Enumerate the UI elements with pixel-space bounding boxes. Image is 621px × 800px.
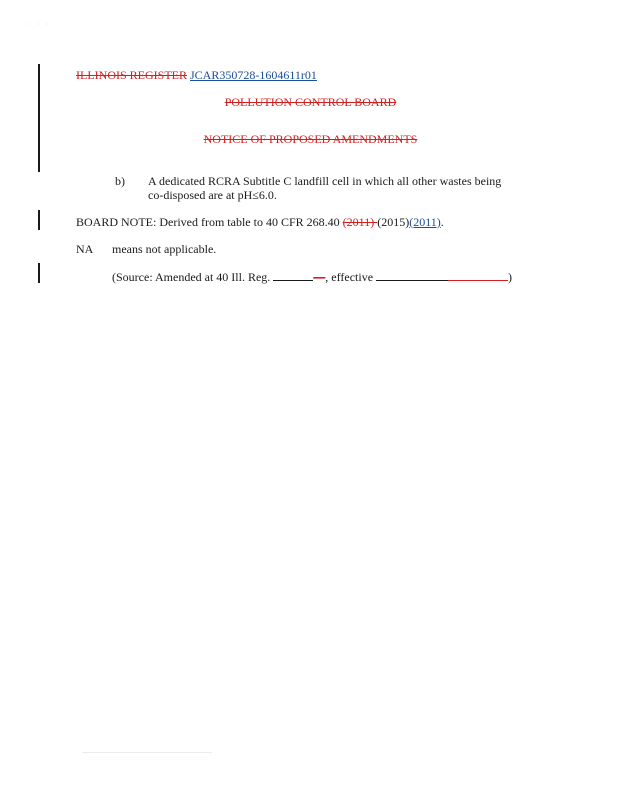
board-title	[0, 95, 621, 109]
board-note	[76, 215, 444, 229]
footer-artifact	[82, 752, 212, 753]
board-note-deleted: (2011)	[342, 215, 378, 229]
scan-artifact: · · ·	[28, 20, 50, 29]
register-inserted: JCAR350728-1604611r01	[190, 68, 317, 82]
board-note-inserted: (2011)	[409, 215, 441, 229]
effective-date-deleted-blank	[448, 269, 508, 281]
item-label: b)	[115, 174, 125, 188]
notice-title-text: NOTICE OF PROPOSED AMENDMENTS	[203, 132, 418, 146]
change-bar	[38, 210, 40, 230]
source-suffix: )	[508, 270, 513, 284]
na-text: means not applicable.	[112, 242, 217, 256]
board-title-text: POLLUTION CONTROL BOARD	[224, 95, 397, 109]
source-deleted-dash: —	[313, 270, 326, 284]
board-note-suffix: .	[440, 215, 444, 229]
change-bar	[38, 64, 40, 172]
register-deleted: ILLINOIS REGISTER	[76, 68, 187, 82]
effective-date-blank	[376, 269, 448, 281]
source-note	[112, 269, 512, 284]
item-text-line2: co-disposed are at pH≤6.0.	[148, 188, 277, 202]
board-note-plain: (2015)	[377, 215, 410, 229]
na-label: NA	[76, 242, 94, 256]
register-header	[76, 68, 317, 82]
change-bar	[38, 263, 40, 283]
volume-blank	[273, 269, 313, 281]
notice-title	[0, 132, 621, 146]
board-note-prefix: BOARD NOTE: Derived from table to 40 CFR 268.40	[76, 215, 343, 229]
item-text-line1: A dedicated RCRA Subtitle C landfill cell in which all other wastes being	[148, 174, 502, 188]
source-prefix: (Source: Amended at 40 Ill. Reg.	[112, 270, 274, 284]
source-middle: , effective	[325, 270, 377, 284]
